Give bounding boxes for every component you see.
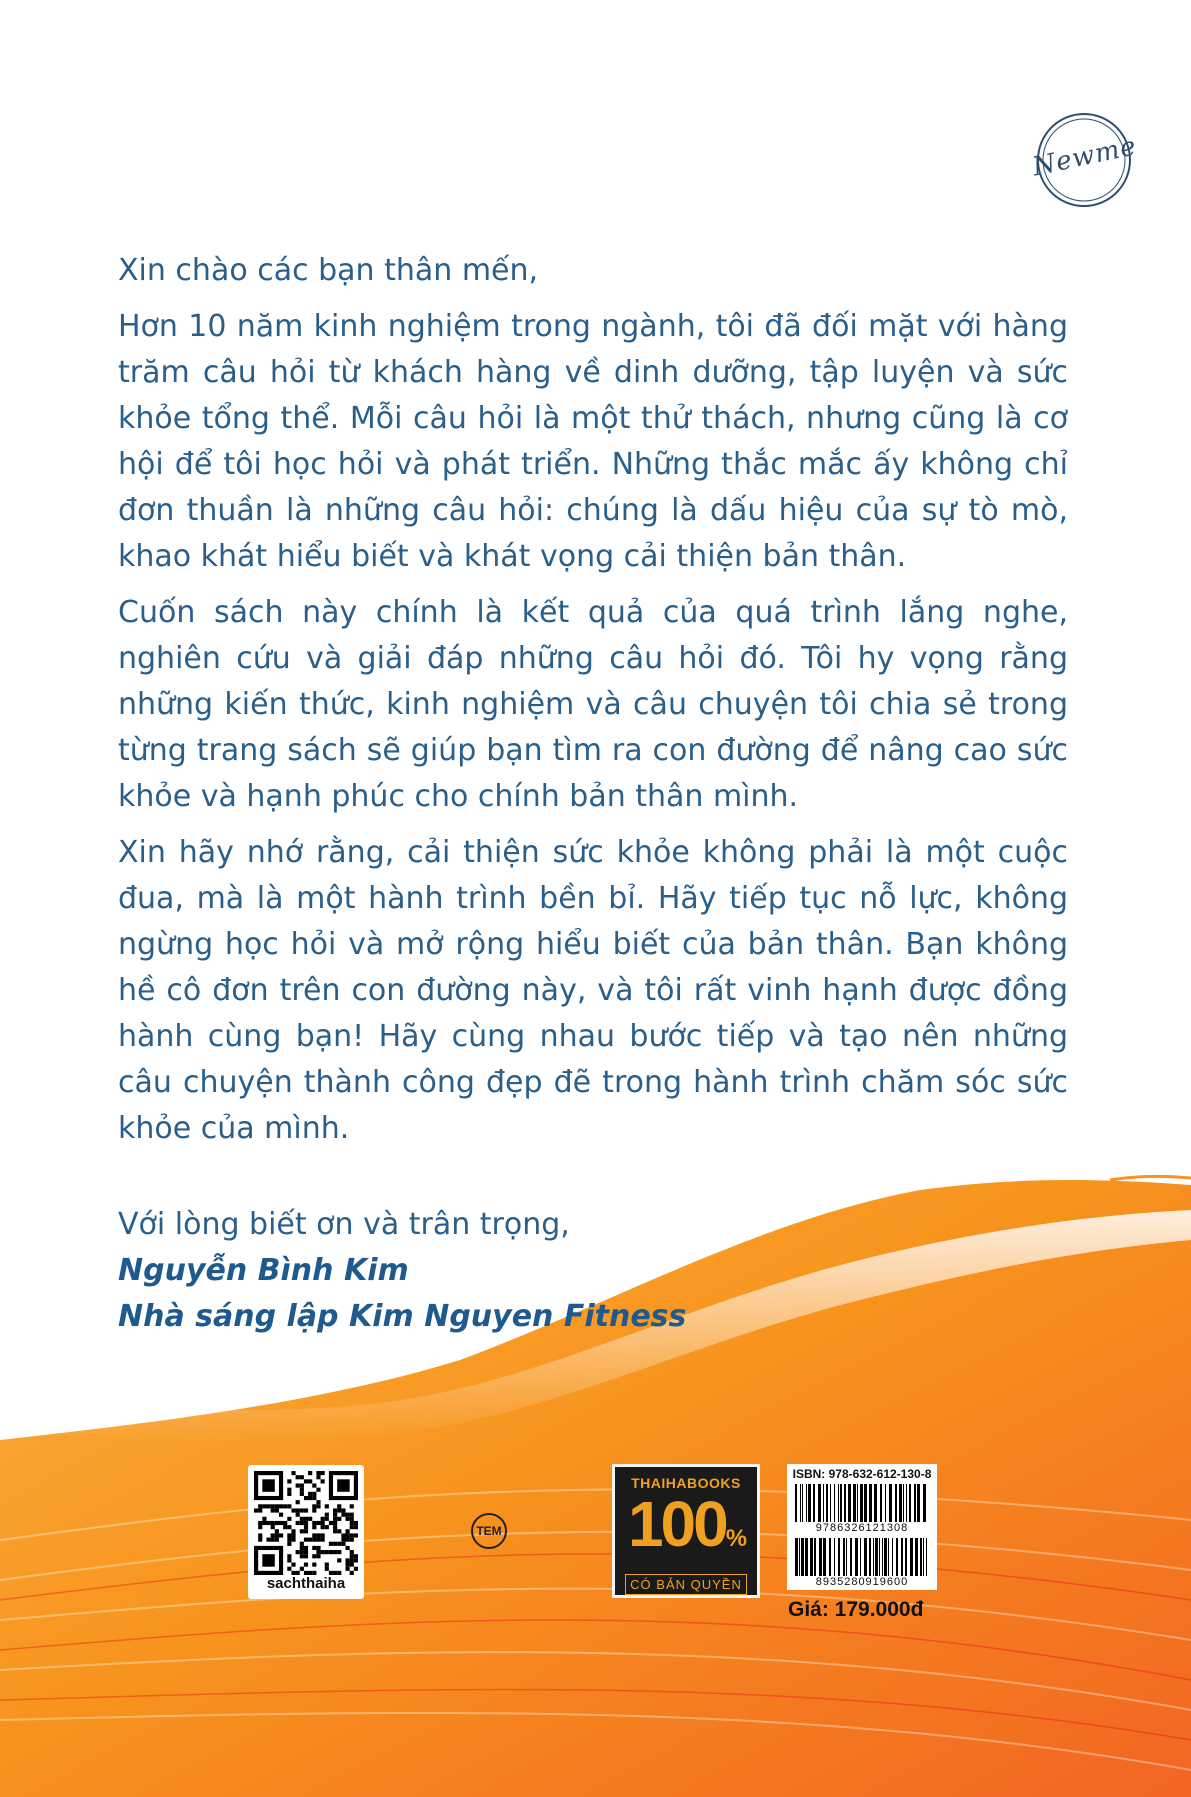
isbn-barcode [787, 1464, 937, 1590]
greeting: Xin chào các bạn thân mến, [118, 253, 539, 288]
newme-logo: Newme [1032, 108, 1136, 212]
tem-stamp: TEM [471, 1513, 507, 1549]
barcode-number-1: 9786326121308 [815, 1522, 909, 1534]
barcode-icon [793, 1484, 931, 1522]
author-title: Nhà sáng lập Kim Nguyen Fitness [118, 1299, 687, 1334]
barcode-number-2: 8935280919600 [815, 1576, 909, 1588]
paragraph-3: Xin hãy nhớ rằng, cải thiện sức khỏe không phải là một cuộc đua, mà là một hành trình bền bỉ. Hãy tiếp tục nỗ lực, không ngừng học hỏi và mở rộng hiểu biết của bản thân. Bạn không hề cô đơn trên con đường này, và tôi rất vinh hạnh được đồng hành cùng bạn! Hãy cùng nhau bước tiếp và tạo nên những câu chuyện thành công đẹp đẽ trong hành trình chăm sóc sức khỏe của mình. [118, 835, 1068, 1146]
author-name: Nguyễn Bình Kim [118, 1253, 409, 1288]
badge-publisher: THAIHABOOKS [631, 1475, 741, 1491]
barcode-icon [793, 1538, 931, 1576]
paragraph-2: Cuốn sách này chính là kết quả của quá trình lắng nghe, nghiên cứu và giải đáp những câu hỏi đó. Tôi hy vọng rằng những kiến thức, kinh nghiệm và câu chuyện tôi chia sẻ trong từng trang sách sẽ giúp bạn tìm ra con đường để nâng cao sức khỏe và hạnh phúc cho chính bản thân mình. [118, 595, 1068, 814]
back-cover-text [118, 248, 1068, 1340]
paragraph-1: Hơn 10 năm kinh nghiệm trong ngành, tôi đã đối mặt với hàng trăm câu hỏi từ khách hàng về dinh dưỡng, tập luyện và sức khỏe tổng thể. Mỗi câu hỏi là một thử thách, nhưng cũng là cơ hội để tôi học hỏi và phát triển. Những thắc mắc ấy không chỉ đơn thuần là những câu hỏi: chúng là dấu hiệu của sự tò mò, khao khát hiểu biết và khát vọng cải thiện bản thân. [118, 309, 1068, 574]
copyright-badge [612, 1464, 760, 1598]
price: Giá: 179.000đ [788, 1598, 924, 1621]
badge-number: 100% [627, 1488, 745, 1560]
badge-caption: CÓ BẢN QUYỀN [625, 1574, 747, 1595]
qr-code-icon [254, 1471, 358, 1575]
isbn-label: ISBN: 978-632-612-130-8 [792, 1467, 932, 1481]
qr-label: sachthaiha [266, 1575, 346, 1592]
qr-code [248, 1465, 364, 1599]
closing: Với lòng biết ơn và trân trọng, [118, 1207, 570, 1242]
